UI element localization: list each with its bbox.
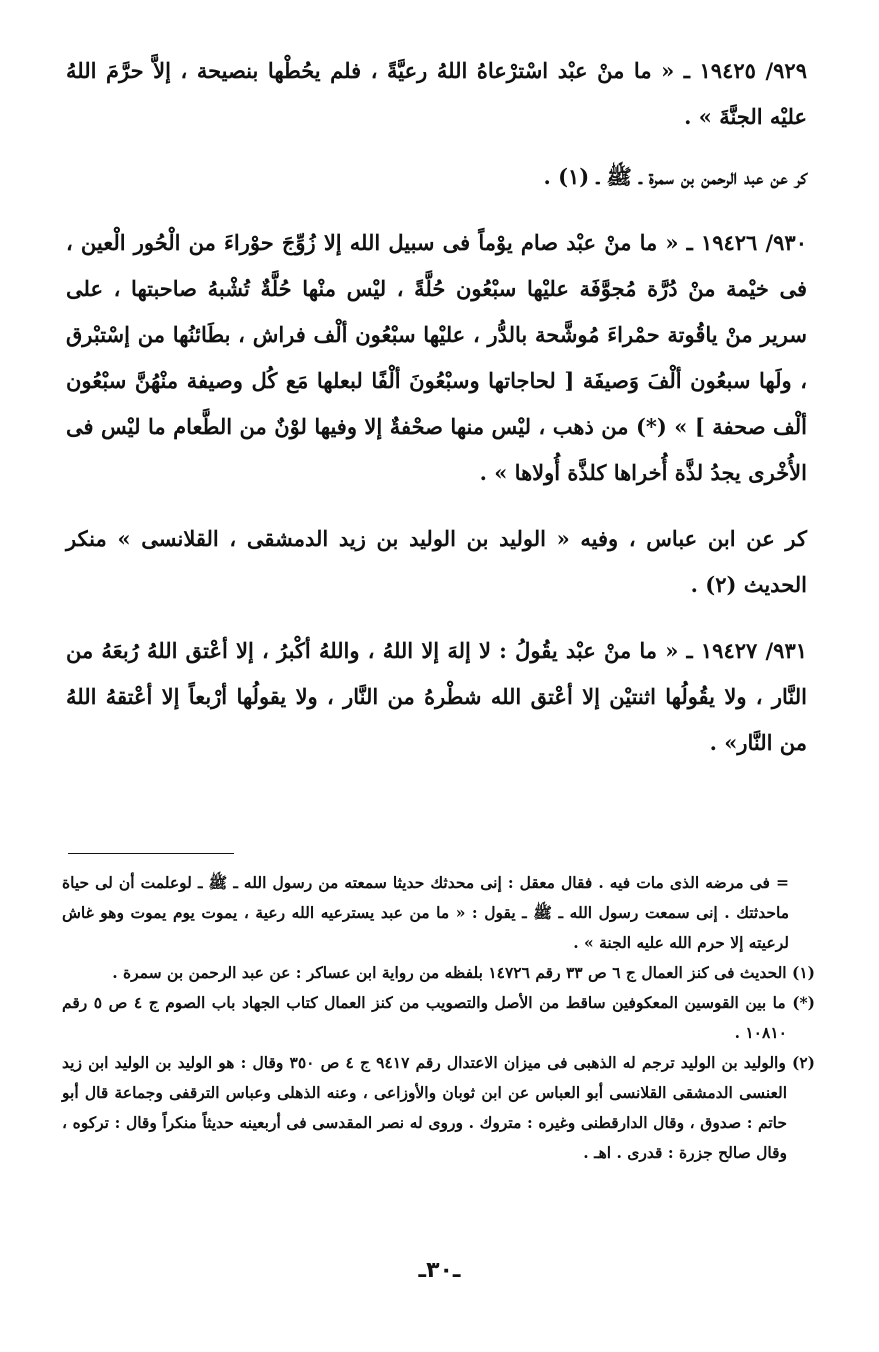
footnote-divider [68, 853, 234, 854]
footnote-1: (١) الحديث فى كنز العمال ج ٦ ص ٣٣ رقم ١٤٧٢٦ بلفظه من رواية ابن عساكر : عن عبد الرحمن بن سمرة . [112, 963, 815, 982]
hadith-930: ٩٣٠/ ١٩٤٢٦ ـ « ما منْ عبْد صام يوْماً فى سبيل الله إلا زُوِّجَ حوْراءَ من الْحُور الْعين ، فى خيْمة منْ دُرَّة مُجوَّفَة عليْها سبْعُون حُلَّةً ، ليْس منْها حُلَّةٌ تُشْبهُ صاحبتها ، على سرير منْ ياقُوتة حمْراءَ مُوشَّحة بالدُّر ، عليْها سبْعُون ألْف فراش ، بطَائنُها من إسْتبْرق ، ولَها سبعُون ألْفَ وَصيفَة [ لحاجاتها وسبْعُونَ ألْفًا لبعلها مَع كُل وصيفة منْهُنَّ سبْعُون ألْف صحفة ] » (*) من ذهب ، ليْس منها صحْفةٌ إلا وفيها لوْنٌ من الطَّعام ما ليْس فى الأُخْرى يجدُ لذَّة أُخراها كلذَّة أُولاها » . [66, 230, 807, 485]
footnote-star: (*) ما بين القوسين المعكوفين ساقط من الأصل والتصويب من كنز العمال كتاب الجهاد باب الصوم ج ٤ ص ٥ رقم ١٠٨١٠ . [62, 993, 815, 1042]
source-note-930: كر عن ابن عباس ، وفيه « الوليد بن الوليد بن زيد الدمشقى ، القلانسى » منكر الحديث (٢) . [66, 526, 807, 597]
hadith-929: ٩٢٩/ ١٩٤٢٥ ـ « ما منْ عبْد اسْترْعاهُ اللهُ رعيَّةً ، فلم يحُطْها بنصيحة ، إلاَّ حرَّمَ اللهُ عليْه الجنَّةَ » . [66, 58, 807, 129]
source-note-929: كر عن عبد الرحمن بن سمرة ـ ﷺ ـ (١) . [543, 164, 807, 189]
footnote-continuation: = فى مرضه الذى مات فيه . فقال معقل : إنى محدثك حديثا سمعته من رسول الله ـ ﷺ ـ لوعلمت أن لى حياة ماحدثتك . إنى سمعت رسول الله ـ ﷺ ـ يقول : « ما من عبد يسترعيه الله رعية ، يموت يوم يموت وهو غاش لرعيته إلا حرم الله عليه الجنة » . [62, 873, 789, 952]
main-text [66, 48, 807, 766]
hadith-931: ٩٣١/ ١٩٤٢٧ ـ « ما منْ عبْد يقُولُ : لا إلهَ إلا اللهُ ، واللهُ أكْبرُ ، إلا أعْتق اللهُ رُبعَهُ من النَّار ، ولا يقُولُها اثنتيْن إلا أعْتق الله شطْرهُ من النَّار ، ولا يقولُها أرْبعاً إلا أعْتقهُ اللهُ من النَّار» . [66, 638, 808, 755]
footnote-2: (٢) والوليد بن الوليد ترجم له الذهبى فى ميزان الاعتدال رقم ٩٤١٧ ج ٤ ص ٣٥٠ وقال : هو الوليد بن الوليد ابن زيد العنسى الدمشقى القلانسى أبو العباس عن ابن ثوبان والأوزاعى ، وعنه الذهلى وعباس الترقفى وجماعة قال أبو حاتم : صدوق ، وقال الدارقطنى وغيره : متروك . وروى له نصر المقدسى فى أربعينه حديثاً منكراً وقال : تركوه ، وقال صالح جزرة : قدرى . اهـ . [62, 1053, 815, 1162]
page-number: ـ٣٠ـ [418, 1258, 461, 1283]
footnotes [62, 868, 815, 1168]
